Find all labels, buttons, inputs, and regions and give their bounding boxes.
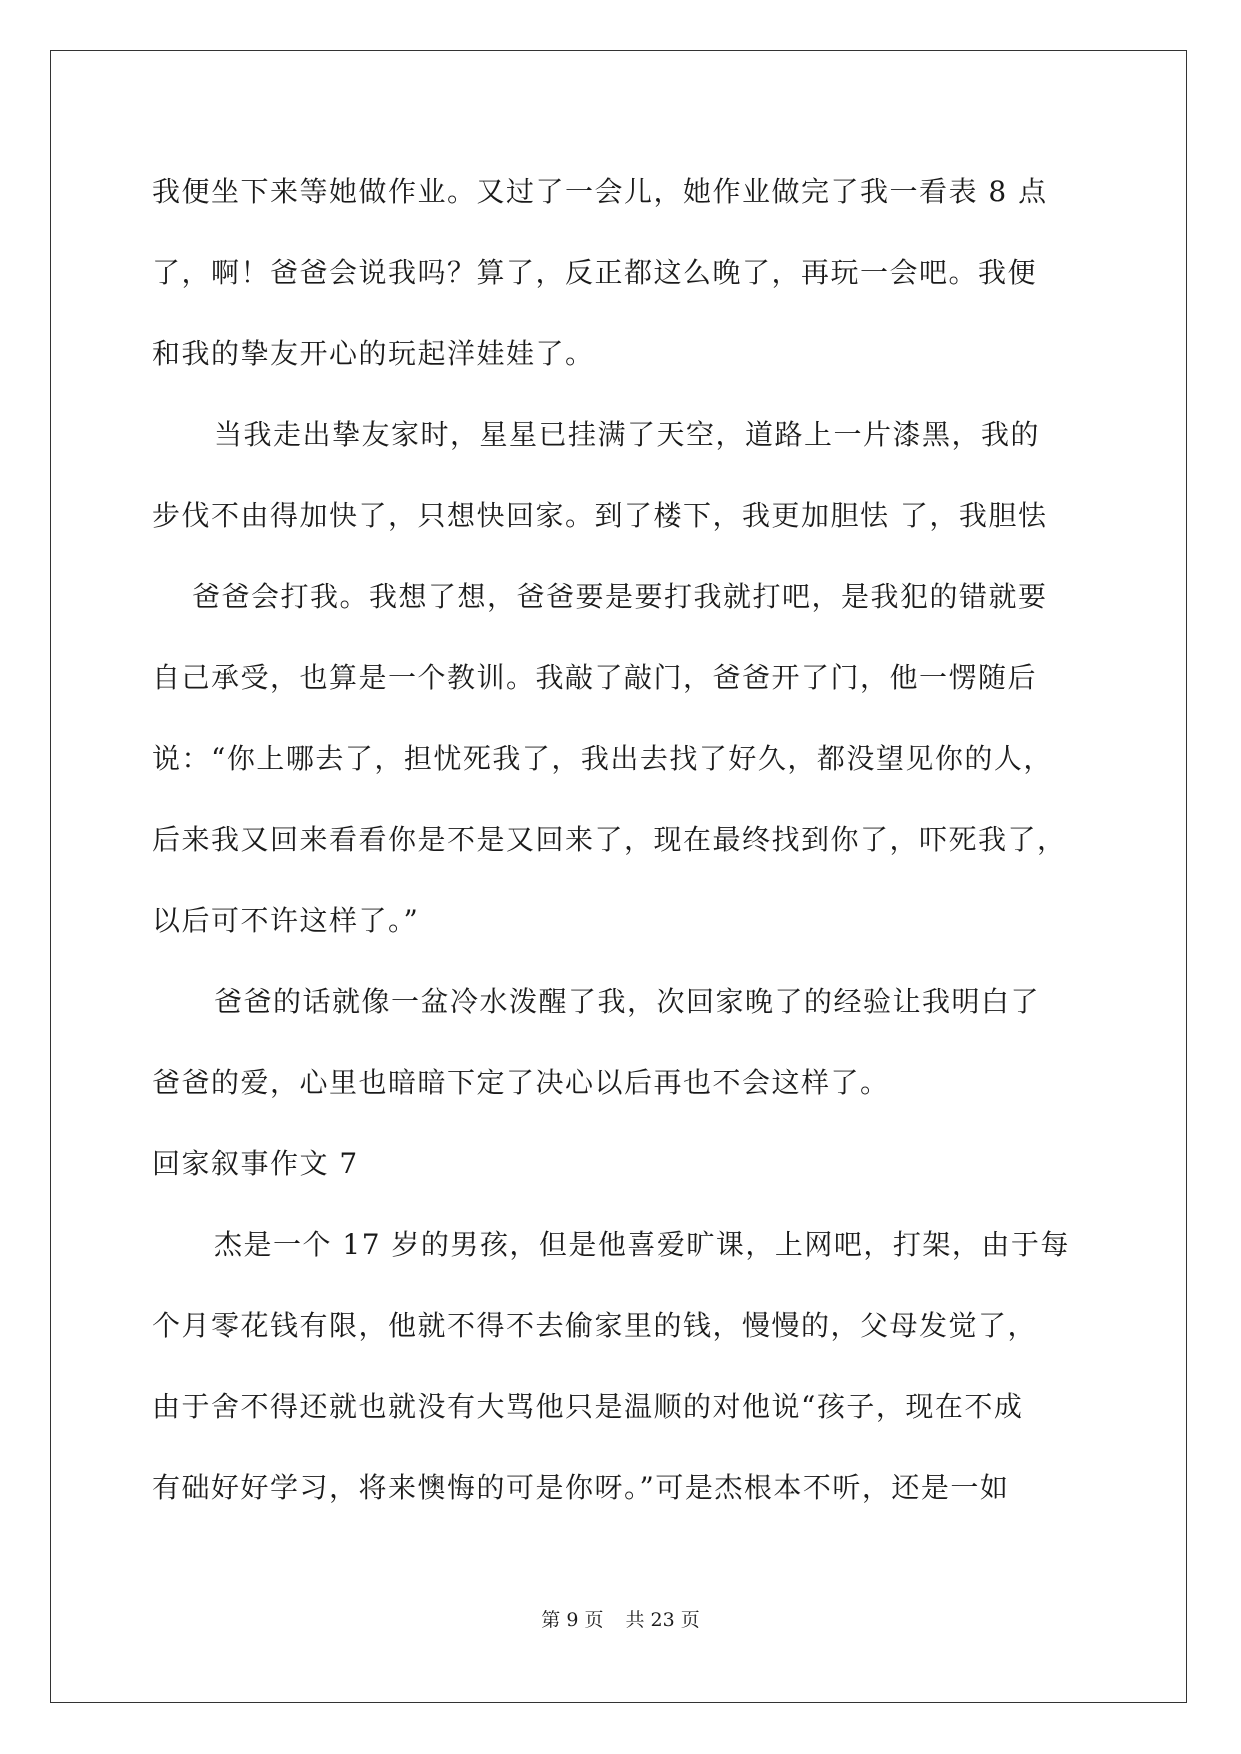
page-footer — [0, 1606, 1241, 1634]
text-line: 以后可不许这样了。” — [152, 904, 420, 937]
text-line: 我便坐下来等她做作业。又过了一会儿，她作业做完了我一看表 8 点 — [152, 175, 1048, 208]
text-line: 步伐不由得加快了，只想快回家。到了楼下，我更加胆怯 了，我胆怯 — [152, 499, 1048, 532]
text-line: 爸爸的爱，心里也暗暗下定了决心以后再也不会这样了。 — [152, 1066, 890, 1099]
text-line: 爸爸会打我。我想了想，爸爸要是要打我就打吧，是我犯的错就要 — [192, 580, 1048, 613]
paragraph-first-line: 杰是一个 17 岁的男孩，但是他喜爱旷课，上网吧，打架，由于每 — [214, 1228, 1070, 1261]
page-total: 共 23 页 — [625, 1609, 700, 1631]
paragraph-first-line: 当我走出挚友家时，星星已挂满了天空，道路上一片漆黑，我的 — [214, 418, 1041, 451]
text-line: 有础好好学习，将来懊悔的可是你呀。”可是杰根本不听，还是一如 — [152, 1471, 1010, 1504]
page-border — [50, 50, 1187, 1703]
section-heading: 回家叙事作文 7 — [152, 1147, 359, 1180]
text-line: 说：“你上哪去了，担忧死我了，我出去找了好久，都没望见你的人， — [152, 742, 1053, 775]
text-line: 自己承受，也算是一个教训。我敲了敲门，爸爸开了门，他一愣随后 — [152, 661, 1038, 694]
text-line: 了，啊！爸爸会说我吗？算了，反正都这么晚了，再玩一会吧。我便 — [152, 256, 1038, 289]
paragraph-first-line: 爸爸的话就像一盆冷水泼醒了我，次回家晚了的经验让我明白了 — [214, 985, 1041, 1018]
text-line: 个月零花钱有限，他就不得不去偷家里的钱，慢慢的，父母发觉了， — [152, 1309, 1038, 1342]
text-line: 后来我又回来看看你是不是又回来了，现在最终找到你了，吓死我了， — [152, 823, 1067, 856]
text-line: 和我的挚友开心的玩起洋娃娃了。 — [152, 337, 595, 370]
page-number: 第 9 页 — [541, 1609, 604, 1631]
text-line: 由于舍不得还就也就没有大骂他只是温顺的对他说“孩子，现在不成 — [152, 1390, 1024, 1423]
